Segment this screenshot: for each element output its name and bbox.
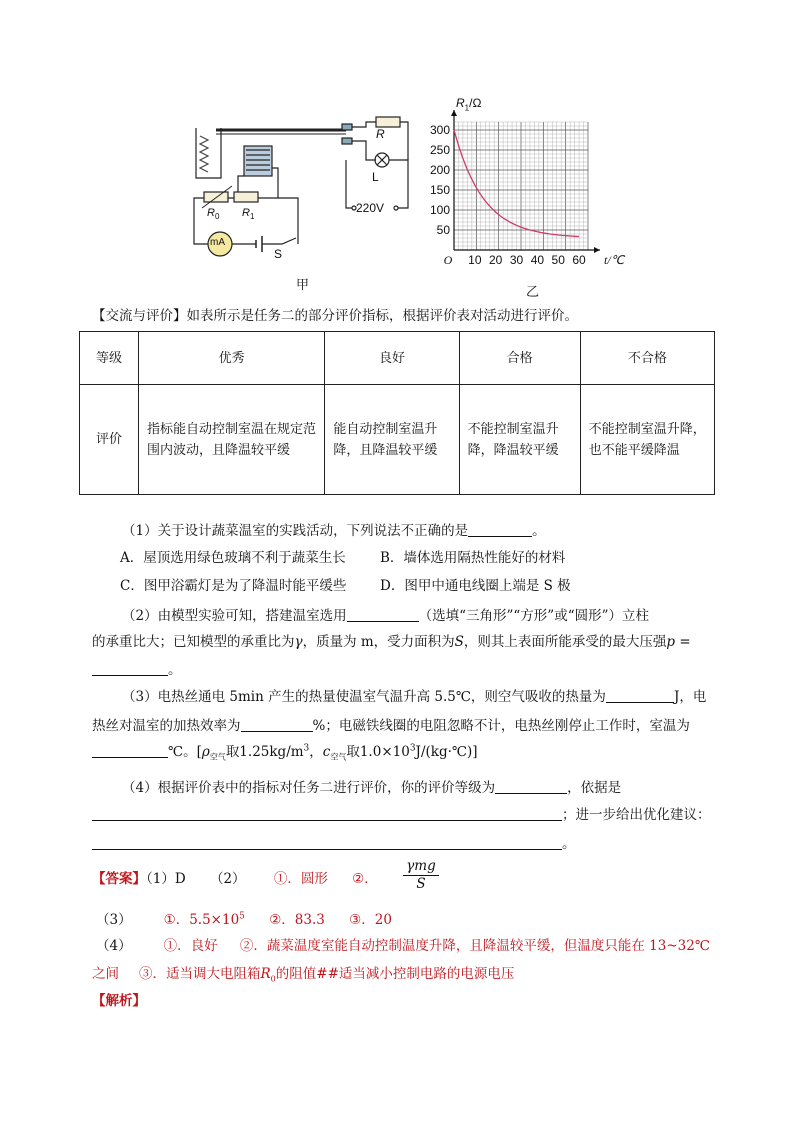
y-tick-label: 100 bbox=[429, 203, 450, 217]
table-cell-good: 能自动控制室温升降，且降温较平缓 bbox=[325, 385, 459, 495]
graph-ylabel: $R_1/\Omega$ bbox=[456, 96, 482, 113]
answer-line2: （3） ①．$5.5\times 10^5$ ②．83.3 ③．20 bbox=[96, 911, 392, 928]
circuit-label-r: R bbox=[376, 127, 385, 141]
q3-line3: ℃。[$\rho_{空气}$取$1.25kg/m^3$，$c_{空气}$取$1.0\times 10^3J/(kg\cdot℃)$] bbox=[92, 740, 478, 763]
graph-caption: 乙 bbox=[526, 285, 540, 300]
q1-option-a: A．屋顶选用绿色玻璃不利于蔬菜生长 bbox=[120, 550, 346, 566]
q1-stem: （1）关于设计蔬菜温室的实践活动，下列说法不正确的是 。 bbox=[122, 523, 546, 539]
q3-line2: 热丝对温室的加热效率为 %；电磁铁线圈的电阻忽略不计，电热丝刚停止工作时，室温为 bbox=[92, 718, 690, 734]
answer-label: 【答案】 bbox=[92, 871, 146, 887]
circuit-label-switch: S bbox=[274, 247, 283, 261]
q2-line2: 的承重比大；已知模型的承重比为γ，质量为 m，受力面积为S，则其上表面所能承受的最大压强p = bbox=[92, 634, 691, 650]
evaluation-table bbox=[79, 331, 715, 495]
table-header-good: 良好 bbox=[325, 332, 459, 385]
x-tick-label: 30 bbox=[509, 253, 524, 267]
table-header-fail: 不合格 bbox=[580, 332, 714, 385]
resistance-temperature-graph bbox=[420, 92, 630, 282]
table-header-pass: 合格 bbox=[459, 332, 580, 385]
answer-line4: 之间 ③．适当调大电阻箱$R_0$的阻值##适当减小控制电路的电源电压 bbox=[92, 966, 515, 984]
q2-line1: （2）由模型实验可知，搭建温室选用 （选填“三角形”“方形”或“圆形”）立柱 bbox=[122, 608, 650, 624]
answer-fraction: γmg S bbox=[403, 858, 439, 892]
table-header-grade: 等级 bbox=[80, 332, 139, 385]
y-tick-label: 250 bbox=[429, 143, 450, 157]
x-tick-label: 10 bbox=[468, 253, 482, 267]
x-axis-arrow-icon bbox=[594, 247, 600, 253]
intro-text: 【交流与评价】如表所示是任务二的部分评价指标，根据评价表对活动进行评价。 bbox=[92, 308, 578, 324]
q1-option-c: C．图甲浴霸灯是为了降温时能平缓些 bbox=[120, 578, 347, 594]
circuit-label-r0: $R_0$ bbox=[207, 207, 220, 222]
q4-line1: （4）根据评价表中的指标对任务二进行评价，你的评价等级为 ，依据是 bbox=[122, 780, 622, 796]
q2-line3: 。 bbox=[92, 658, 182, 678]
q4-line3: 。 bbox=[92, 832, 576, 852]
table-cell-fail: 不能控制室温升降，也不能平缓降温 bbox=[580, 385, 714, 495]
q1-option-d: D．图甲中通电线圈上端是 S 极 bbox=[380, 578, 571, 594]
y-tick-label: 200 bbox=[429, 163, 450, 177]
y-tick-label: 300 bbox=[429, 123, 450, 137]
x-tick-label: 40 bbox=[530, 253, 545, 267]
table-header-excellent: 优秀 bbox=[139, 332, 325, 385]
x-tick-label: 50 bbox=[551, 253, 565, 267]
q1-option-b: B．墙体选用隔热性能好的材料 bbox=[380, 550, 566, 566]
answer-line1: 【答案】（1）D （2） ①．圆形 ②． bbox=[92, 871, 378, 887]
origin-label: O bbox=[443, 253, 453, 267]
x-tick-label: 60 bbox=[572, 253, 586, 267]
table-cell-pass: 不能控制室温升降，降温较平缓 bbox=[459, 385, 580, 495]
answer-line3: （4） ①．良好 ②．蔬菜温度室能自动控制温度升降，且降温较平缓，但温度只能在 13~32℃ bbox=[96, 938, 710, 954]
x-tick-label: 20 bbox=[489, 253, 503, 267]
q4-line2: ；进一步给出优化建议： bbox=[92, 803, 711, 823]
circuit-label-r1: $R_1$ bbox=[242, 207, 255, 222]
table-cell-excellent: 指标能自动控制室温在规定范围内波动，且降温较平缓 bbox=[139, 385, 325, 495]
y-tick-label: 150 bbox=[429, 183, 450, 197]
x-axis-label: t/℃ bbox=[604, 253, 625, 267]
y-tick-label: 50 bbox=[436, 223, 450, 237]
analysis-label: 【解析】 bbox=[92, 993, 146, 1009]
table-row-label: 评价 bbox=[80, 385, 139, 495]
q3-line1: （3）电热丝通电 5min 产生的热量使温室气温升高 5.5℃，则空气吸收的热量为 J，电 bbox=[122, 689, 707, 705]
circuit-caption: 甲 bbox=[296, 278, 310, 293]
circuit-label-meter: mA bbox=[210, 237, 225, 248]
circuit-label-voltage: 220V bbox=[356, 201, 385, 215]
circuit-label-l: L bbox=[372, 170, 379, 184]
